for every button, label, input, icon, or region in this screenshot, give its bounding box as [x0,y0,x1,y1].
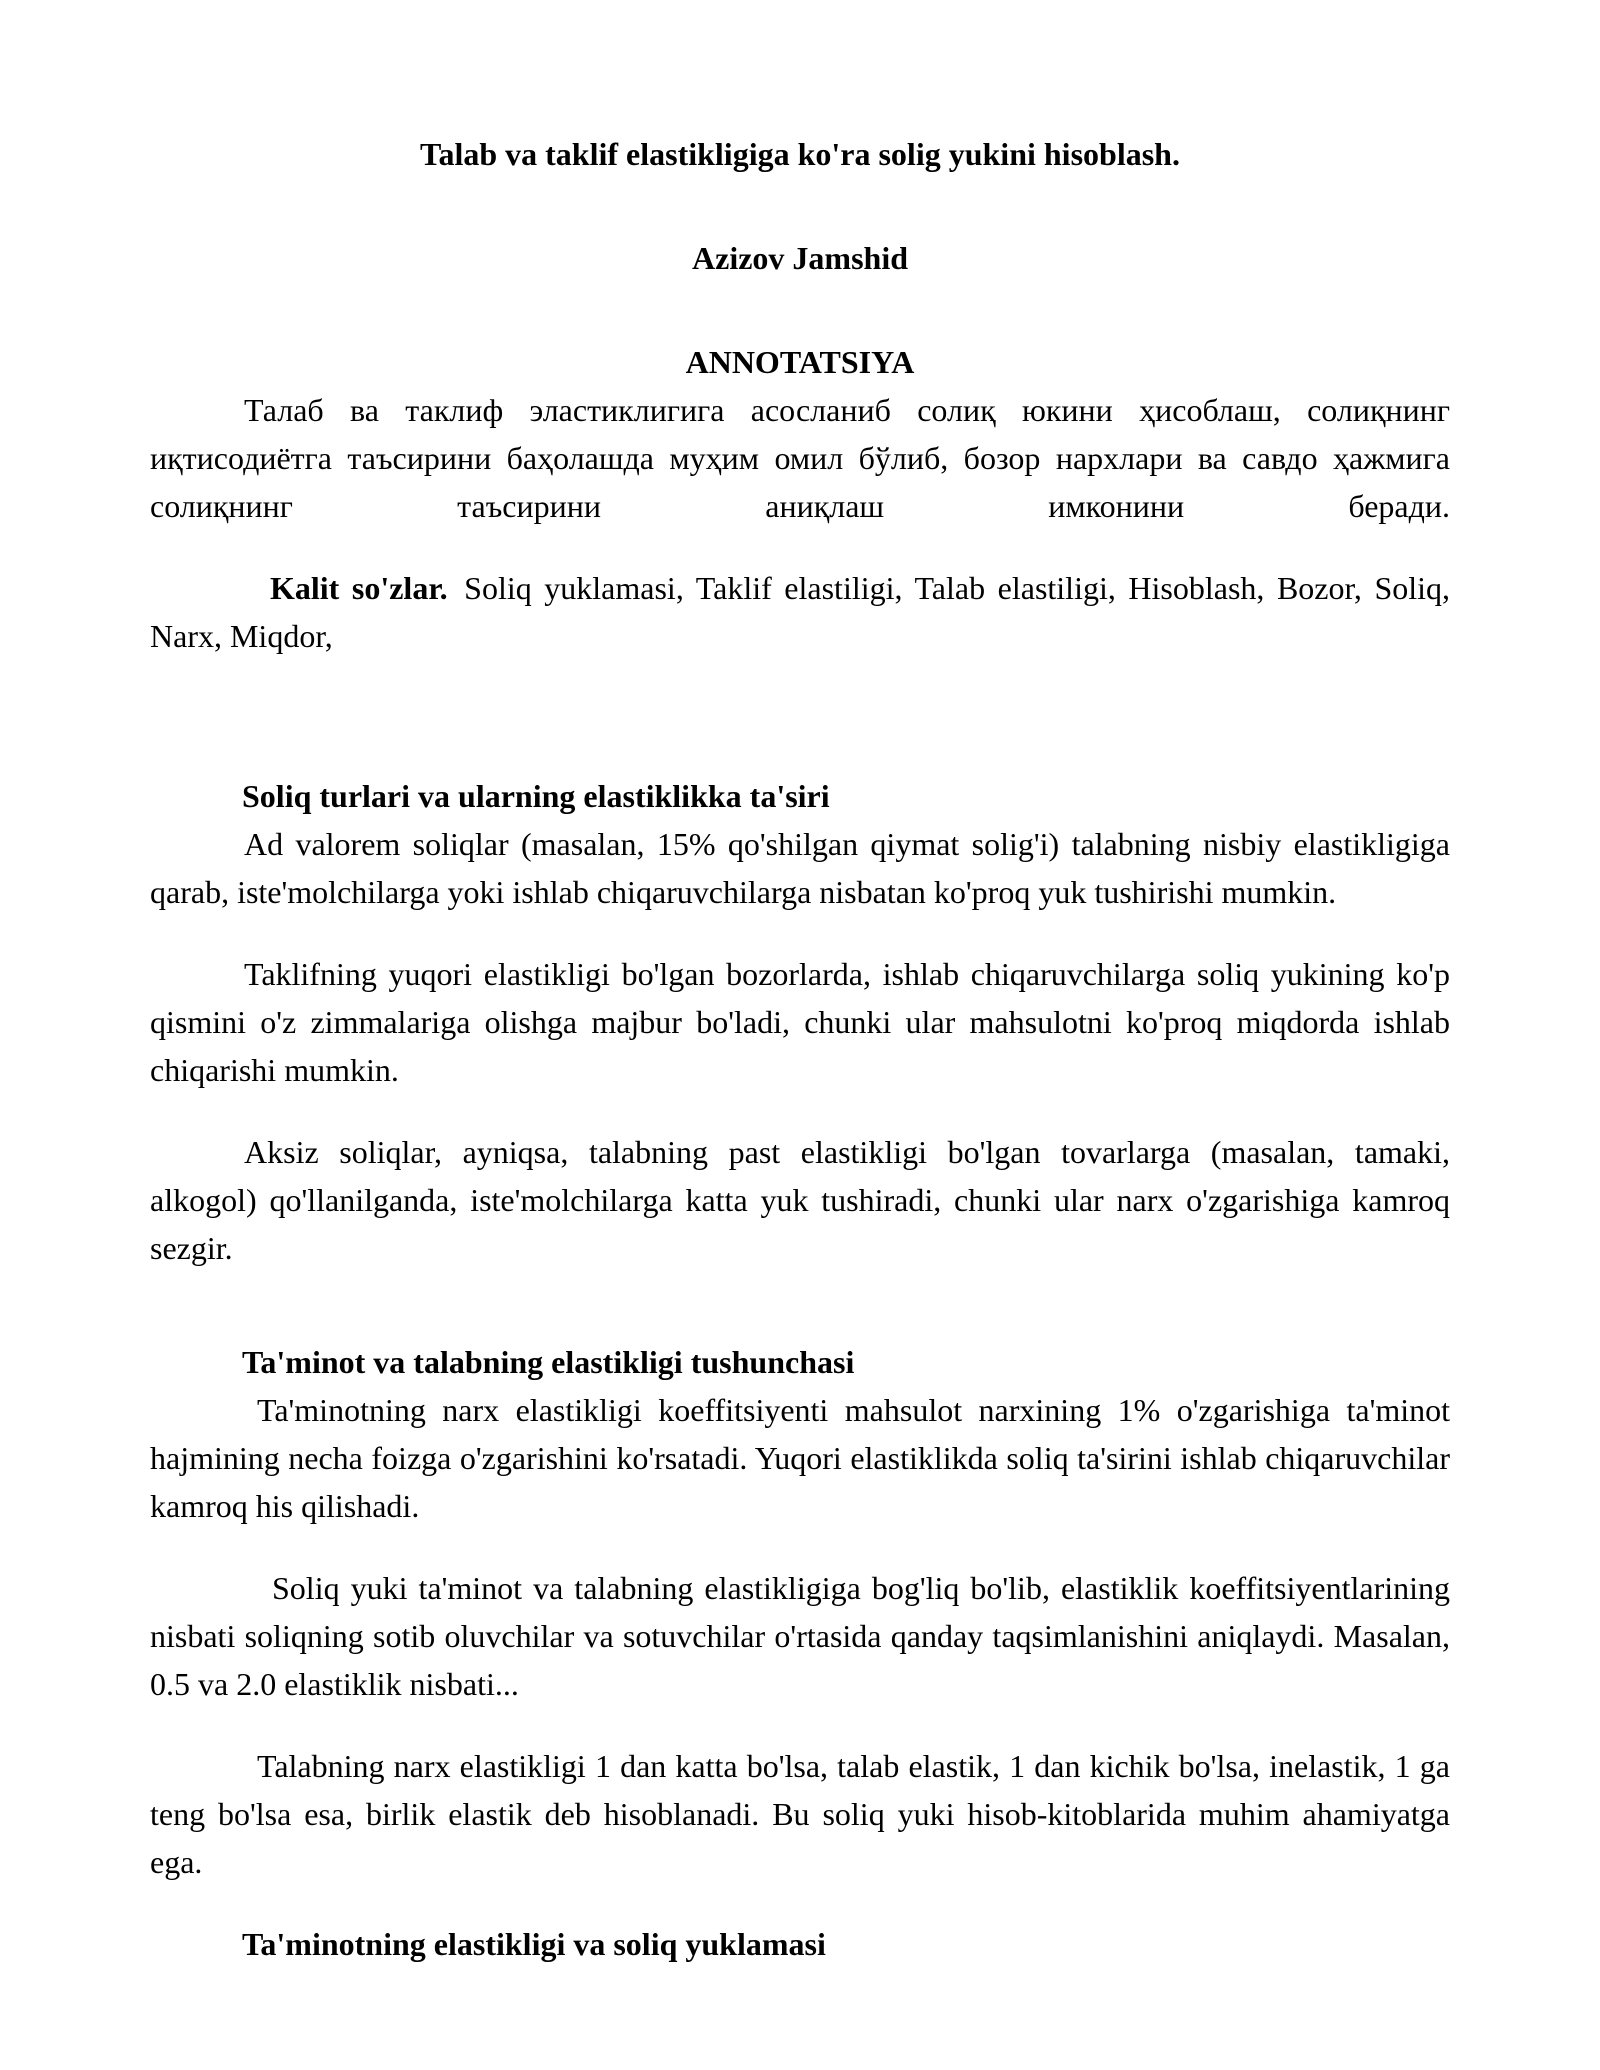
paragraph: Ad valorem soliqlar (masalan, 15% qo'shilgan qiymat solig'i) talabning nisbiy elastikligiga qarab, iste'molchilarga yoki ishlab chiqaruvchilarga nisbatan ko'proq yuk tushirishi mumkin. [150,826,1450,910]
paragraph: Ta'minotning narx elastikligi koeffitsiyenti mahsulot narxining 1% o'zgarishiga ta'minot hajmining necha foizga o'zgarishini ko'rsatadi. Yuqori elastiklikda soliq ta'sirini ishlab chiqaruvchilar kamroq his qilishadi. [150,1392,1450,1524]
paragraph: Soliq yuki ta'minot va talabning elastikligiga bog'liq bo'lib, elastiklik koeffitsiyentlarining nisbati soliqning sotib oluvchilar va sotuvchilar o'rtasida qanday taqsimlanishini aniqlaydi. Masalan, 0.5 va 2.0 elastiklik nisbati... [150,1570,1450,1702]
document-page [150,130,1450,1968]
keywords-label: Kalit so'zlar. [270,570,448,606]
section-heading-taminot-soliq: Ta'minotning elastikligi va soliq yuklamasi [242,1926,826,1962]
paragraph: Taklifning yuqori elastikligi bo'lgan bozorlarda, ishlab chiqaruvchilarga soliq yukining ko'p qismini o'z zimmalariga olishga majbur bo'ladi, chunki ular mahsulotni ko'proq miqdorda ishlab chiqarishi mumkin. [150,956,1450,1088]
annotation-paragraph: Талаб ва таклиф эластиклигига асосланиб солиқ юкини ҳисоблаш, солиқнинг иқтисодиётга таъсирини баҳолашда муҳим омил бўлиб, бозор нархлари ва савдо ҳажмига солиқнинг таъсирини аниқлаш имконини беради. [150,392,1450,524]
paragraph: Aksiz soliqlar, ayniqsa, talabning past elastikligi bo'lgan tovarlarga (masalan, tamaki, alkogol) qo'llanilganda, iste'molchilarga katta yuk tushiradi, chunki ular narx o'zgarishiga kamroq sezgir. [150,1134,1450,1266]
paragraph: Talabning narx elastikligi 1 dan katta bo'lsa, talab elastik, 1 dan kichik bo'lsa, inelastik, 1 ga teng bo'lsa esa, birlik elastik deb hisoblanadi. Bu soliq yuki hisob-kitoblarida muhim ahamiyatga ega. [150,1748,1450,1880]
section-heading-soliq-turlari: Soliq turlari va ularning elastiklikka ta'siri [242,778,830,814]
keywords-list: Soliq yuklamasi, Taklif elastiligi, Talab elastiligi, Hisoblash, Bozor, Soliq, Narx, Miqdor, [150,570,1451,654]
annotation-heading: ANNOTATSIYA [685,344,915,380]
author-name: Azizov Jamshid [692,240,908,276]
document-title: Talab va taklif elastikligiga ko'ra solig yukini hisoblash. [420,136,1180,172]
keywords-paragraph [150,564,1450,660]
section-heading-taminot-talab: Ta'minot va talabning elastikligi tushunchasi [242,1344,855,1380]
